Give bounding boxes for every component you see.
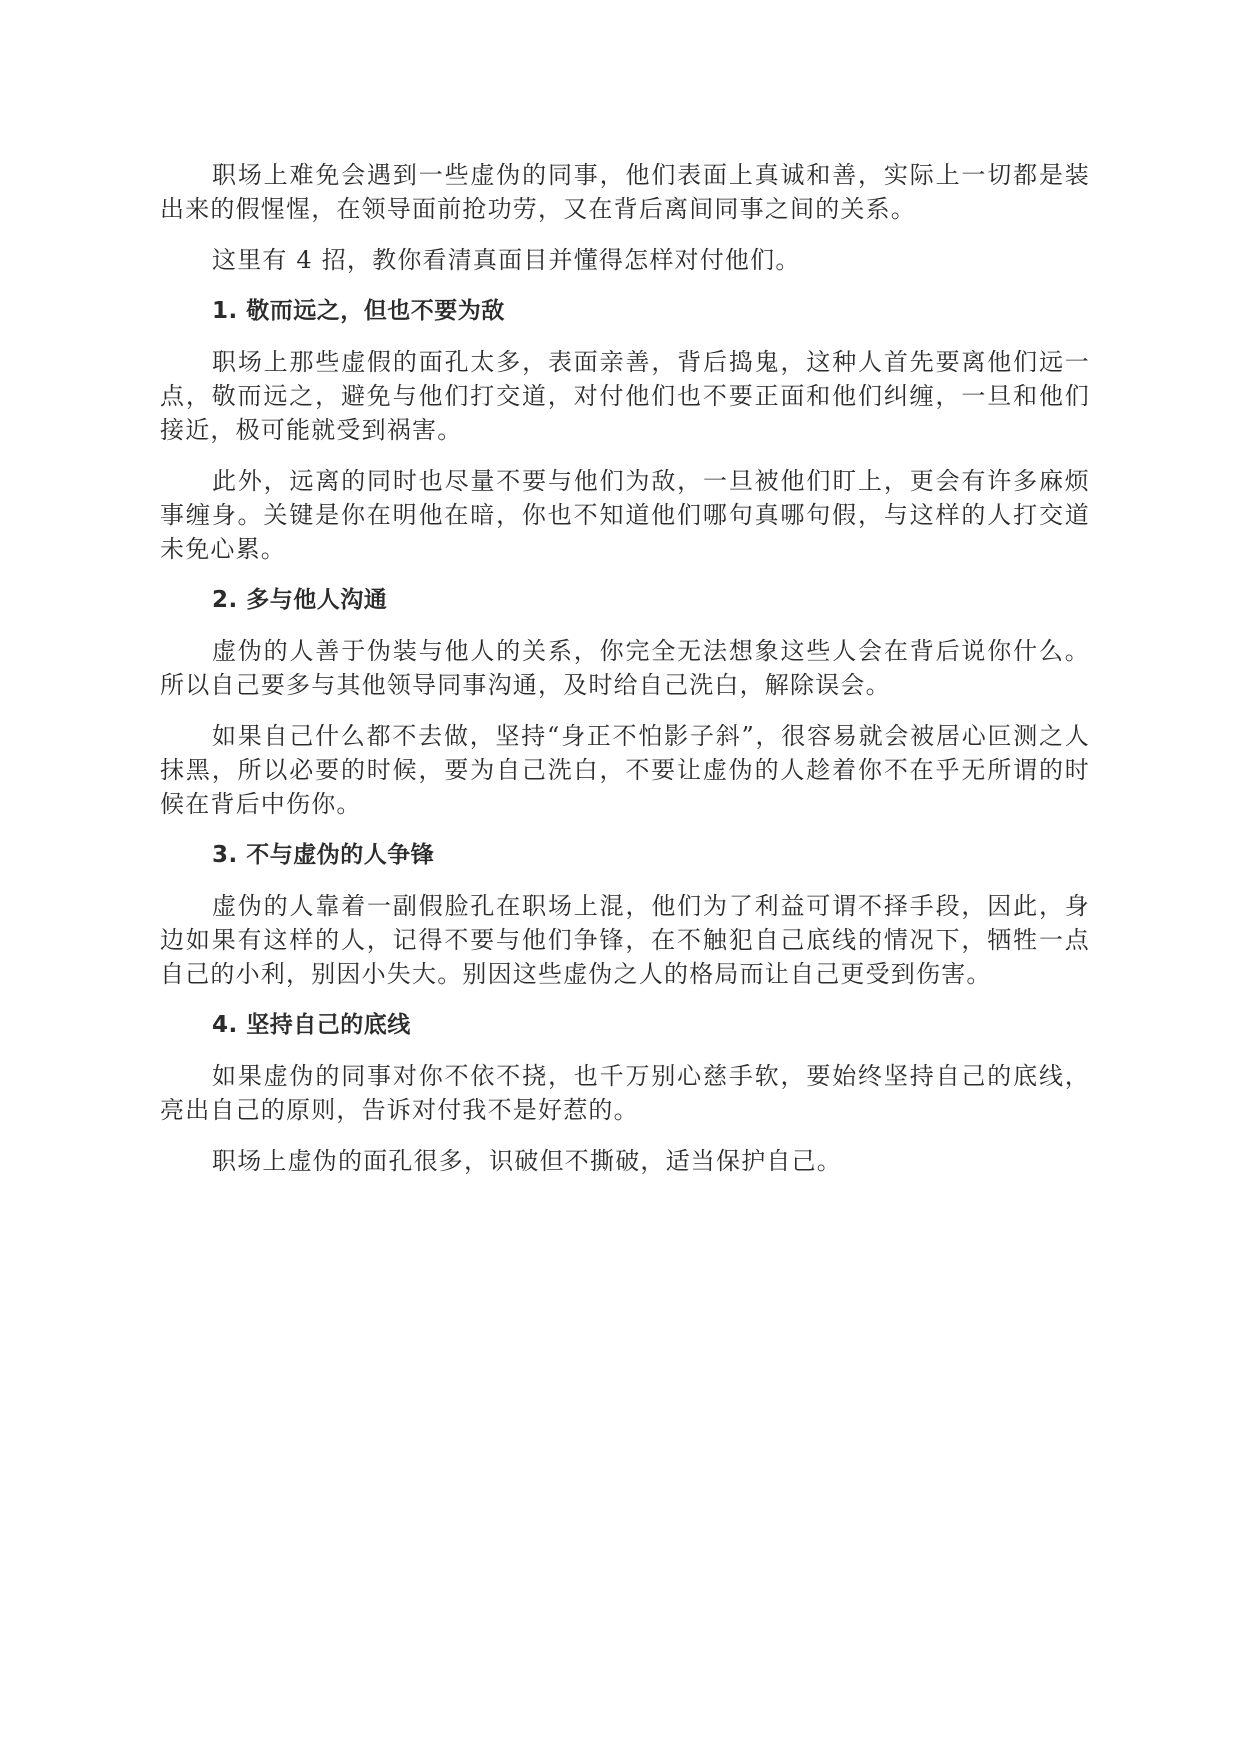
section-heading: 3. 不与虚伪的人争锋 [212, 842, 435, 868]
body-paragraph: 如果自己什么都不去做，坚持“身正不怕影子斜”，很容易就会被居心叵测之人抹黑，所以必要的时候，要为自己洗白，不要让虚伪的人趁着你不在乎无所谓的时候在背后中伤你。 [160, 722, 1090, 818]
intro-paragraph: 职场上难免会遇到一些虚伪的同事，他们表面上真诚和善，实际上一切都是装出来的假惺惺，在领导面前抢功劳，又在背后离间同事之间的关系。 [160, 161, 1090, 223]
closing-paragraph: 职场上虚伪的面孔很多，识破但不撕破，适当保护自己。 [212, 1147, 842, 1175]
section-heading: 2. 多与他人沟通 [212, 587, 388, 613]
section-heading: 4. 坚持自己的底线 [212, 1012, 411, 1038]
body-paragraph: 此外，远离的同时也尽量不要与他们为敌，一旦被他们盯上，更会有许多麻烦事缠身。关键是你在明他在暗，你也不知道他们哪句真哪句假，与这样的人打交道未免心累。 [160, 467, 1090, 563]
body-paragraph: 如果虚伪的同事对你不依不挠，也千万别心慈手软，要始终坚持自己的底线，亮出自己的原则，告诉对付我不是好惹的。 [160, 1062, 1090, 1124]
intro-paragraph: 这里有 4 招，教你看清真面目并懂得怎样对付他们。 [212, 246, 801, 274]
body-paragraph: 虚伪的人善于伪装与他人的关系，你完全无法想象这些人会在背后说你什么。所以自己要多与其他领导同事沟通，及时给自己洗白，解除误会。 [160, 637, 1090, 699]
section-heading: 1. 敬而远之，但也不要为敌 [212, 298, 505, 324]
body-paragraph: 虚伪的人靠着一副假脸孔在职场上混，他们为了利益可谓不择手段，因此，身边如果有这样的人，记得不要与他们争锋，在不触犯自己底线的情况下，牺牲一点自己的小利，别因小失大。别因这些虚伪之人的格局而让自己更受到伤害。 [160, 892, 1090, 988]
body-paragraph: 职场上那些虚假的面孔太多，表面亲善，背后捣鬼，这种人首先要离他们远一点，敬而远之，避免与他们打交道，对付他们也不要正面和他们纠缠，一旦和他们接近，极可能就受到祸害。 [160, 348, 1090, 444]
document-page [160, 158, 1090, 1195]
